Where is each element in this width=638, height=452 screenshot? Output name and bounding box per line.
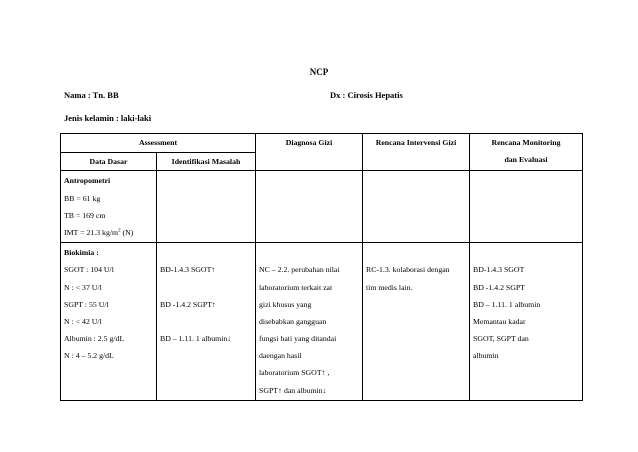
arrow-up-icon: ↑ [321,368,326,378]
cell-antropometri-masalah [157,171,256,243]
masalah-albumin [160,330,252,347]
patient-gender: Jenis kelamin : laki-laki [64,113,152,123]
monitoring-line: Memantau kadar [473,316,526,326]
header-monitoring [470,134,583,171]
diagnosa-sgpt-text: SGPT [259,385,279,395]
arrow-up-icon: ↑ [211,265,216,275]
page-title: NCP [309,67,329,77]
intervensi-line: tim medis lain. [366,282,413,292]
spacer [160,313,252,330]
cell-biokimia-diagnosa [256,243,363,401]
cell-antropometri-intervensi [363,171,470,243]
cell-biokimia-data [61,243,157,401]
biokimia-data-item: SGOT : 104 U/l [64,265,114,275]
imt-suffix: (N) [122,227,134,237]
header-identifikasi: Identifikasi Masalah [157,152,256,171]
cell-biokimia-intervensi [363,243,470,401]
header-monitoring-line1: Rencana Monitoring [491,138,561,147]
table-row-biokimia [61,243,583,401]
masalah-albumin-text: BD – 1.11. 1 albumin [160,334,228,344]
diagnosa-line: fungsi hati yang ditandai [259,334,337,344]
masalah-sgot-text: BD-1.4.3 SGOT [160,265,212,275]
diagnosa-line-sgot [259,364,359,381]
antropometri-imt [64,224,153,241]
masalah-sgpt-text: BD -1.4.2 SGPT [160,299,212,309]
diagnosa-line: daengan hasil [259,351,302,361]
spacer [64,382,153,399]
biokimia-data-item: SGPT : 55 U/l [64,299,109,309]
monitoring-line: BD – 1.11. 1 albumin [473,299,541,309]
masalah-sgot [160,261,252,278]
arrow-down-icon: ↓ [227,334,232,344]
masalah-sgpt [160,296,252,313]
patient-name: Nama : Tn. BB [64,90,119,100]
diagnosa-albumin-text: dan albumin [283,385,323,395]
diagnosa-line: NC – 2.2. perubahan nilai [259,265,340,275]
biokimia-label: Biokimia : [64,248,99,258]
diagnosa-line: gizi khusus yang [259,299,312,309]
header-diagnosa: Diagnosa Gizi [256,134,363,171]
table-header-row [61,134,583,153]
antropometri-bb: BB = 61 kg [64,193,101,203]
biokimia-data-item: N : < 42 U/l [64,316,102,326]
biokimia-data-item: Albumin : 2.5 g/dL [64,334,125,344]
imt-value: IMT = 21.3 kg/m [64,227,119,237]
imt-sup: 2 [118,228,121,234]
cell-antropometri-monitoring [470,171,583,243]
arrow-up-icon: ↑ [278,385,282,395]
ncp-table [60,133,583,401]
arrow-up-icon: ↑ [212,299,216,309]
biokimia-data-item: N : 4 – 5.2 g/dL [64,351,114,361]
header-monitoring-line2: dan Evaluasi [504,155,548,165]
diagnosa-sgot-text: laboratorium SGOT [259,368,322,378]
antropometri-tb: TB = 169 cm [64,210,106,220]
monitoring-line: SGOT, SGPT dan [473,334,529,344]
diagnosa-line: disebabkan gangguan [259,316,327,326]
cell-antropometri-data [61,171,157,243]
arrow-down-icon: ↓ [322,385,327,395]
biokimia-data-item: N : < 37 U/l [64,282,102,292]
spacer [160,244,252,261]
spacer [64,364,153,381]
intervensi-line: RC-1.3. kolaborasi dengan [366,265,450,275]
diagnosa-line-sgpt [259,382,359,399]
spacer [366,244,466,261]
diagnosa-line: laboratorium terkait zat [259,282,333,292]
monitoring-line: BD-1.4.3 SGOT [473,265,525,275]
cell-biokimia-monitoring [470,243,583,401]
diagnosis-dx: Dx : Cirosis Hepatis [330,90,403,100]
monitoring-line: albumin [473,351,499,361]
cell-biokimia-masalah [157,243,256,401]
spacer [160,279,252,296]
diagnosa-comma: , [327,368,330,378]
antropometri-label: Antropometri [64,176,111,186]
spacer [473,244,579,261]
monitoring-line: BD -1.4.2 SGPT [473,282,525,292]
table-row-antropometri [61,171,583,243]
header-assessment: Assessment [61,134,256,153]
spacer [259,244,359,261]
header-data-dasar: Data Dasar [61,152,157,171]
header-intervensi: Rencana Intervensi Gizi [363,134,470,171]
cell-antropometri-diagnosa [256,171,363,243]
